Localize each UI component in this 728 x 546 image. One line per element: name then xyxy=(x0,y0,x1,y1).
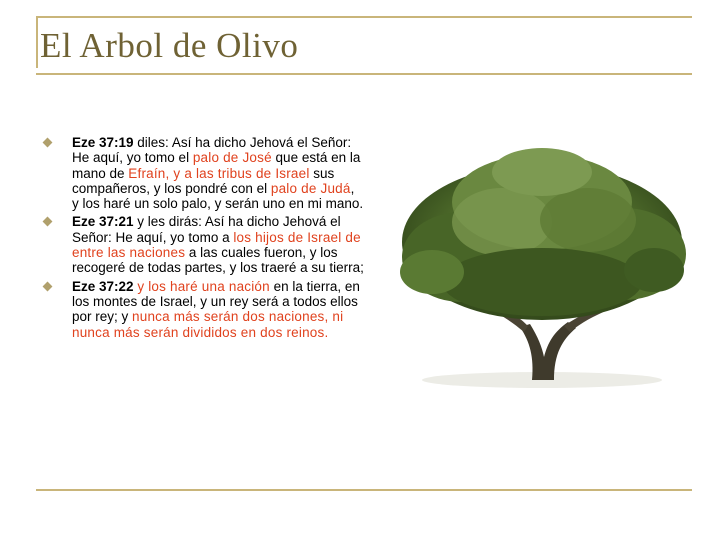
top-rule xyxy=(36,16,692,18)
verse-text: y les dirás: Así ha dicho Jehová el Señor: He aquí, yo tomo a xyxy=(72,214,341,245)
title-bracket xyxy=(36,16,38,68)
verse-reference: Eze 37:22 xyxy=(72,278,134,294)
bottom-rule xyxy=(36,489,692,491)
list-item xyxy=(44,214,364,275)
list-item xyxy=(44,279,364,340)
bullet-icon xyxy=(43,281,53,291)
verse-reference: Eze 37:21 xyxy=(72,214,134,230)
verse-text: a las cuales fueron, y los recogeré de todas partes, y los traeré a su tierra; xyxy=(72,245,364,276)
verse-text: que está en la mano de xyxy=(72,150,361,181)
verse-highlight: nunca más serán dos naciones, ni nunca más serán divididos en dos reinos. xyxy=(72,309,344,340)
verse-highlight: los hijos de Israel de entre las naciones xyxy=(72,229,361,261)
verse-reference: Eze 37:19 xyxy=(72,135,134,150)
verse-text: sus compañeros, y los pondré con el xyxy=(72,165,335,196)
verse-highlight: y los haré una nación xyxy=(137,278,270,294)
verse-list xyxy=(44,135,364,343)
verse-highlight: Efraín, y a las tribus de Israel xyxy=(128,165,310,181)
list-item xyxy=(44,135,364,211)
bullet-icon xyxy=(43,217,53,227)
olive-tree-icon xyxy=(392,142,692,402)
bullet-icon xyxy=(43,138,53,148)
slide-title: El Arbol de Olivo xyxy=(40,26,299,65)
verse-text: diles: Así ha dicho Jehová el Señor: He aquí, yo tomo el xyxy=(72,135,352,166)
verse-text: en la tierra, en los montes de Israel, y un rey será a todos ellos por rey; y xyxy=(72,278,360,325)
olive-tree-image xyxy=(392,142,692,402)
verse-highlight: palo de José xyxy=(192,150,272,166)
verse-highlight: palo de Judá xyxy=(270,180,351,196)
verse-text: , y los haré un solo palo, y serán uno en mi mano. xyxy=(72,180,364,212)
title-rule xyxy=(36,73,692,75)
